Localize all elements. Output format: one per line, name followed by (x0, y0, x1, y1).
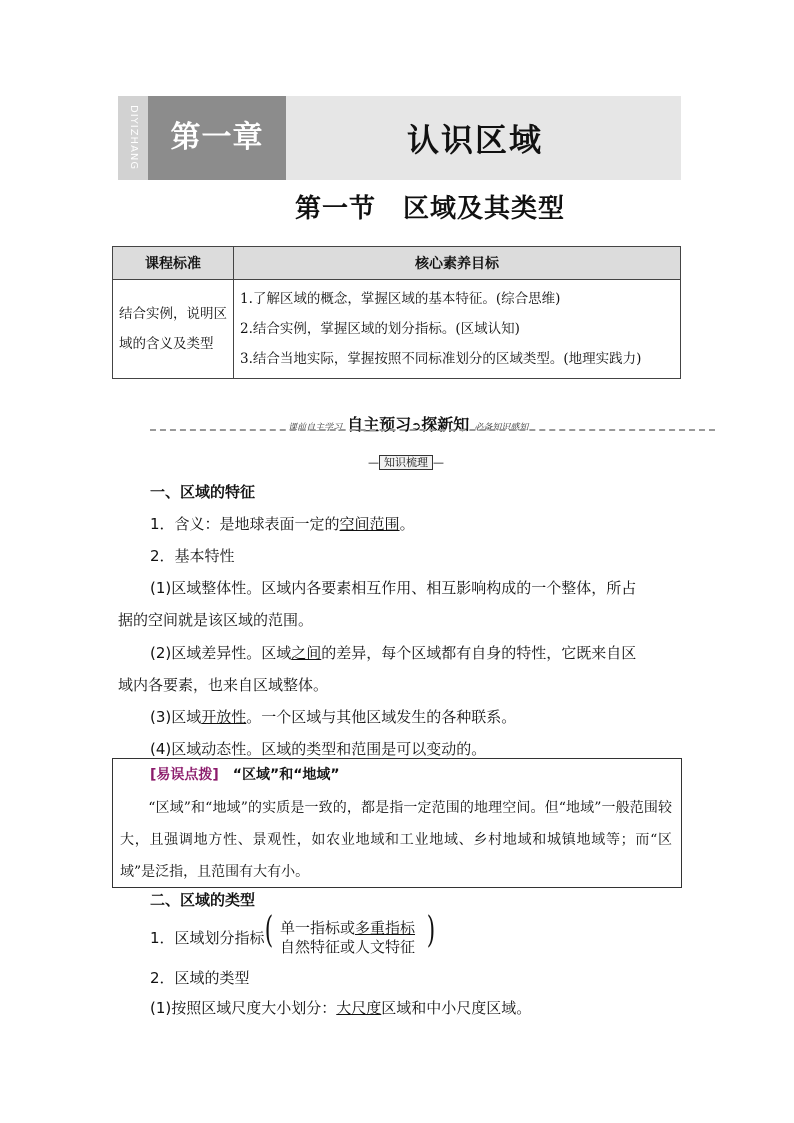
note-text: “区域”和“地域”的实质是一致的，都是指一定范围的地理空间。但“地域”一般范围较大，且强调地方性、景观性，如农业地域和工业地域、乡村地域和城镇地域等；而“区域”是泛指，且范围有大有小。 (120, 800, 672, 880)
part1-p2-line1: (2)区域差异性。区域之间的差异，每个区域都有自身的特性，它既来自区 (150, 644, 637, 662)
divider-main-b: 探新知 (421, 415, 470, 434)
brace-line2: 自然特征或人文特征 (280, 938, 416, 956)
part1-item1: 1．含义：是地球表面一定的空间范围。 (150, 515, 415, 533)
goal-item: 3.结合当地实际，掌握按照不同标准划分的区域类型。(地理实践力) (240, 351, 642, 367)
part2-item1: 1．区域划分指标 (150, 929, 265, 947)
divider-arrow-icon: ➲ (411, 419, 422, 433)
part1-p4: (4)区域动态性。区域的类型和范围是可以变动的。 (150, 740, 487, 758)
note-header (150, 764, 340, 784)
part1-p3: (3)区域开放性。一个区域与其他区域发生的各种联系。 (150, 708, 517, 726)
standards-table (112, 246, 681, 379)
note-title: “区域”和“地域” (232, 767, 340, 783)
part1-p1-line2: 据的空间就是该区域的范围。 (118, 611, 314, 629)
divider-line (150, 429, 715, 431)
table-cell-standard: 结合实例，说明区域的含义及类型 (113, 280, 234, 379)
knowledge-tag: — 知识梳理 — (368, 456, 444, 469)
divider-right-text: 必备知识感知 (474, 423, 529, 433)
divider-main-a: 自主预习 (347, 415, 412, 434)
section-title: 第一节 区域及其类型 (294, 194, 565, 224)
table-cell-goals (234, 280, 681, 379)
goal-item: 2.结合实例，掌握区域的划分指标。(区域认知) (240, 321, 520, 337)
note-label: [易误点拨] (150, 767, 219, 783)
section-divider (288, 412, 528, 435)
chapter-title: 认识区域 (406, 121, 543, 159)
divider-left-text: 课前自主学习 (288, 423, 343, 433)
part1-p2-line2: 域内各要素，也来自区域整体。 (118, 676, 329, 694)
table-header-standard: 课程标准 (113, 247, 234, 280)
chapter-number: 第一章 (148, 96, 286, 180)
left-brace-icon: ( (264, 910, 274, 951)
brace-line1: 单一指标或多重指标 (280, 919, 416, 937)
goal-item: 1.了解区域的概念，掌握区域的基本特征。(综合思维) (240, 291, 561, 307)
table-header-goals: 核心素养目标 (234, 247, 681, 280)
part1-item2: 2．基本特性 (150, 547, 235, 565)
part1-heading: 一、区域的特征 (150, 483, 256, 501)
part2-heading: 二、区域的类型 (150, 891, 256, 909)
chapter-pinyin: DIYIZHANG (118, 96, 148, 180)
part2-item2: 2．区域的类型 (150, 969, 250, 987)
right-brace-icon: ) (426, 910, 436, 951)
part1-p1-line1: (1)区域整体性。区域内各要素相互作用、相互影响构成的一个整体，所占 (150, 579, 637, 597)
part2-p1: (1)按照区域尺度大小划分：大尺度区域和中小尺度区域。 (150, 999, 532, 1017)
